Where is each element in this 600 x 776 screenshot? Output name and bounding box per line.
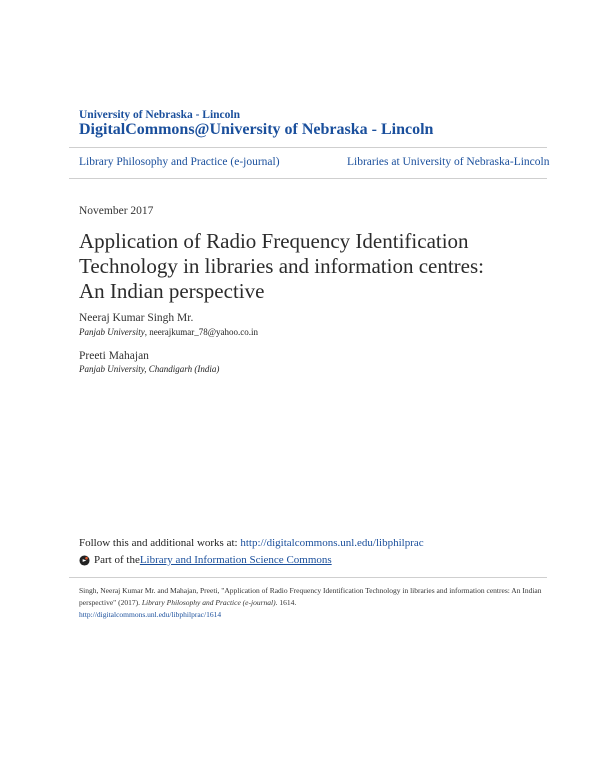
- divider-citation: [69, 577, 547, 578]
- divider-top: [69, 147, 547, 148]
- author-1-affiliation: [79, 327, 258, 337]
- paper-title: [79, 229, 549, 304]
- citation-journal: Library Philosophy and Practice (e-journal): [141, 598, 276, 607]
- creative-commons-icon: [79, 555, 90, 566]
- follow-link[interactable]: http://digitalcommons.unl.edu/libphilprac: [240, 537, 424, 549]
- title-line-1: Application of Radio Frequency Identification: [79, 229, 469, 253]
- title-line-3: An Indian perspective: [79, 279, 265, 303]
- divider-nav: [69, 178, 547, 179]
- title-line-2: Technology in libraries and information centres:: [79, 254, 484, 278]
- repository-name[interactable]: DigitalCommons@University of Nebraska - Lincoln: [79, 121, 434, 138]
- publication-date: November 2017: [79, 205, 154, 217]
- journal-link[interactable]: Library Philosophy and Practice (e-journal): [79, 156, 280, 168]
- author-1-email: , neerajkumar_78@yahoo.co.in: [144, 327, 259, 337]
- citation-text: Singh, Neeraj Kumar Mr. and Mahajan, Preeti, "Application of Radio Frequency Identification Technology in libraries and information centres: An Indian perspective" (2017).: [79, 586, 542, 607]
- follow-text: Follow this and additional works at:: [79, 537, 241, 549]
- follow-line: [79, 537, 424, 549]
- author-1-name: Neeraj Kumar Singh Mr.: [79, 312, 194, 324]
- libraries-link[interactable]: Libraries at University of Nebraska-Lincoln: [347, 156, 550, 168]
- author-2-name: Preeti Mahajan: [79, 350, 149, 362]
- author-2-institution: Panjab University, Chandigarh (India): [79, 364, 220, 374]
- author-1-institution: Panjab University: [79, 327, 145, 337]
- citation-url[interactable]: http://digitalcommons.unl.edu/libphilprac/1614: [79, 610, 222, 619]
- partof-link[interactable]: Library and Information Science Commons: [139, 554, 332, 566]
- recommended-citation: [79, 585, 544, 621]
- university-name[interactable]: University of Nebraska - Lincoln: [79, 109, 240, 121]
- partof-line: [79, 554, 332, 566]
- partof-text: Part of the: [94, 554, 140, 566]
- author-2-affiliation: [79, 364, 219, 374]
- citation-number: . 1614.: [275, 598, 297, 607]
